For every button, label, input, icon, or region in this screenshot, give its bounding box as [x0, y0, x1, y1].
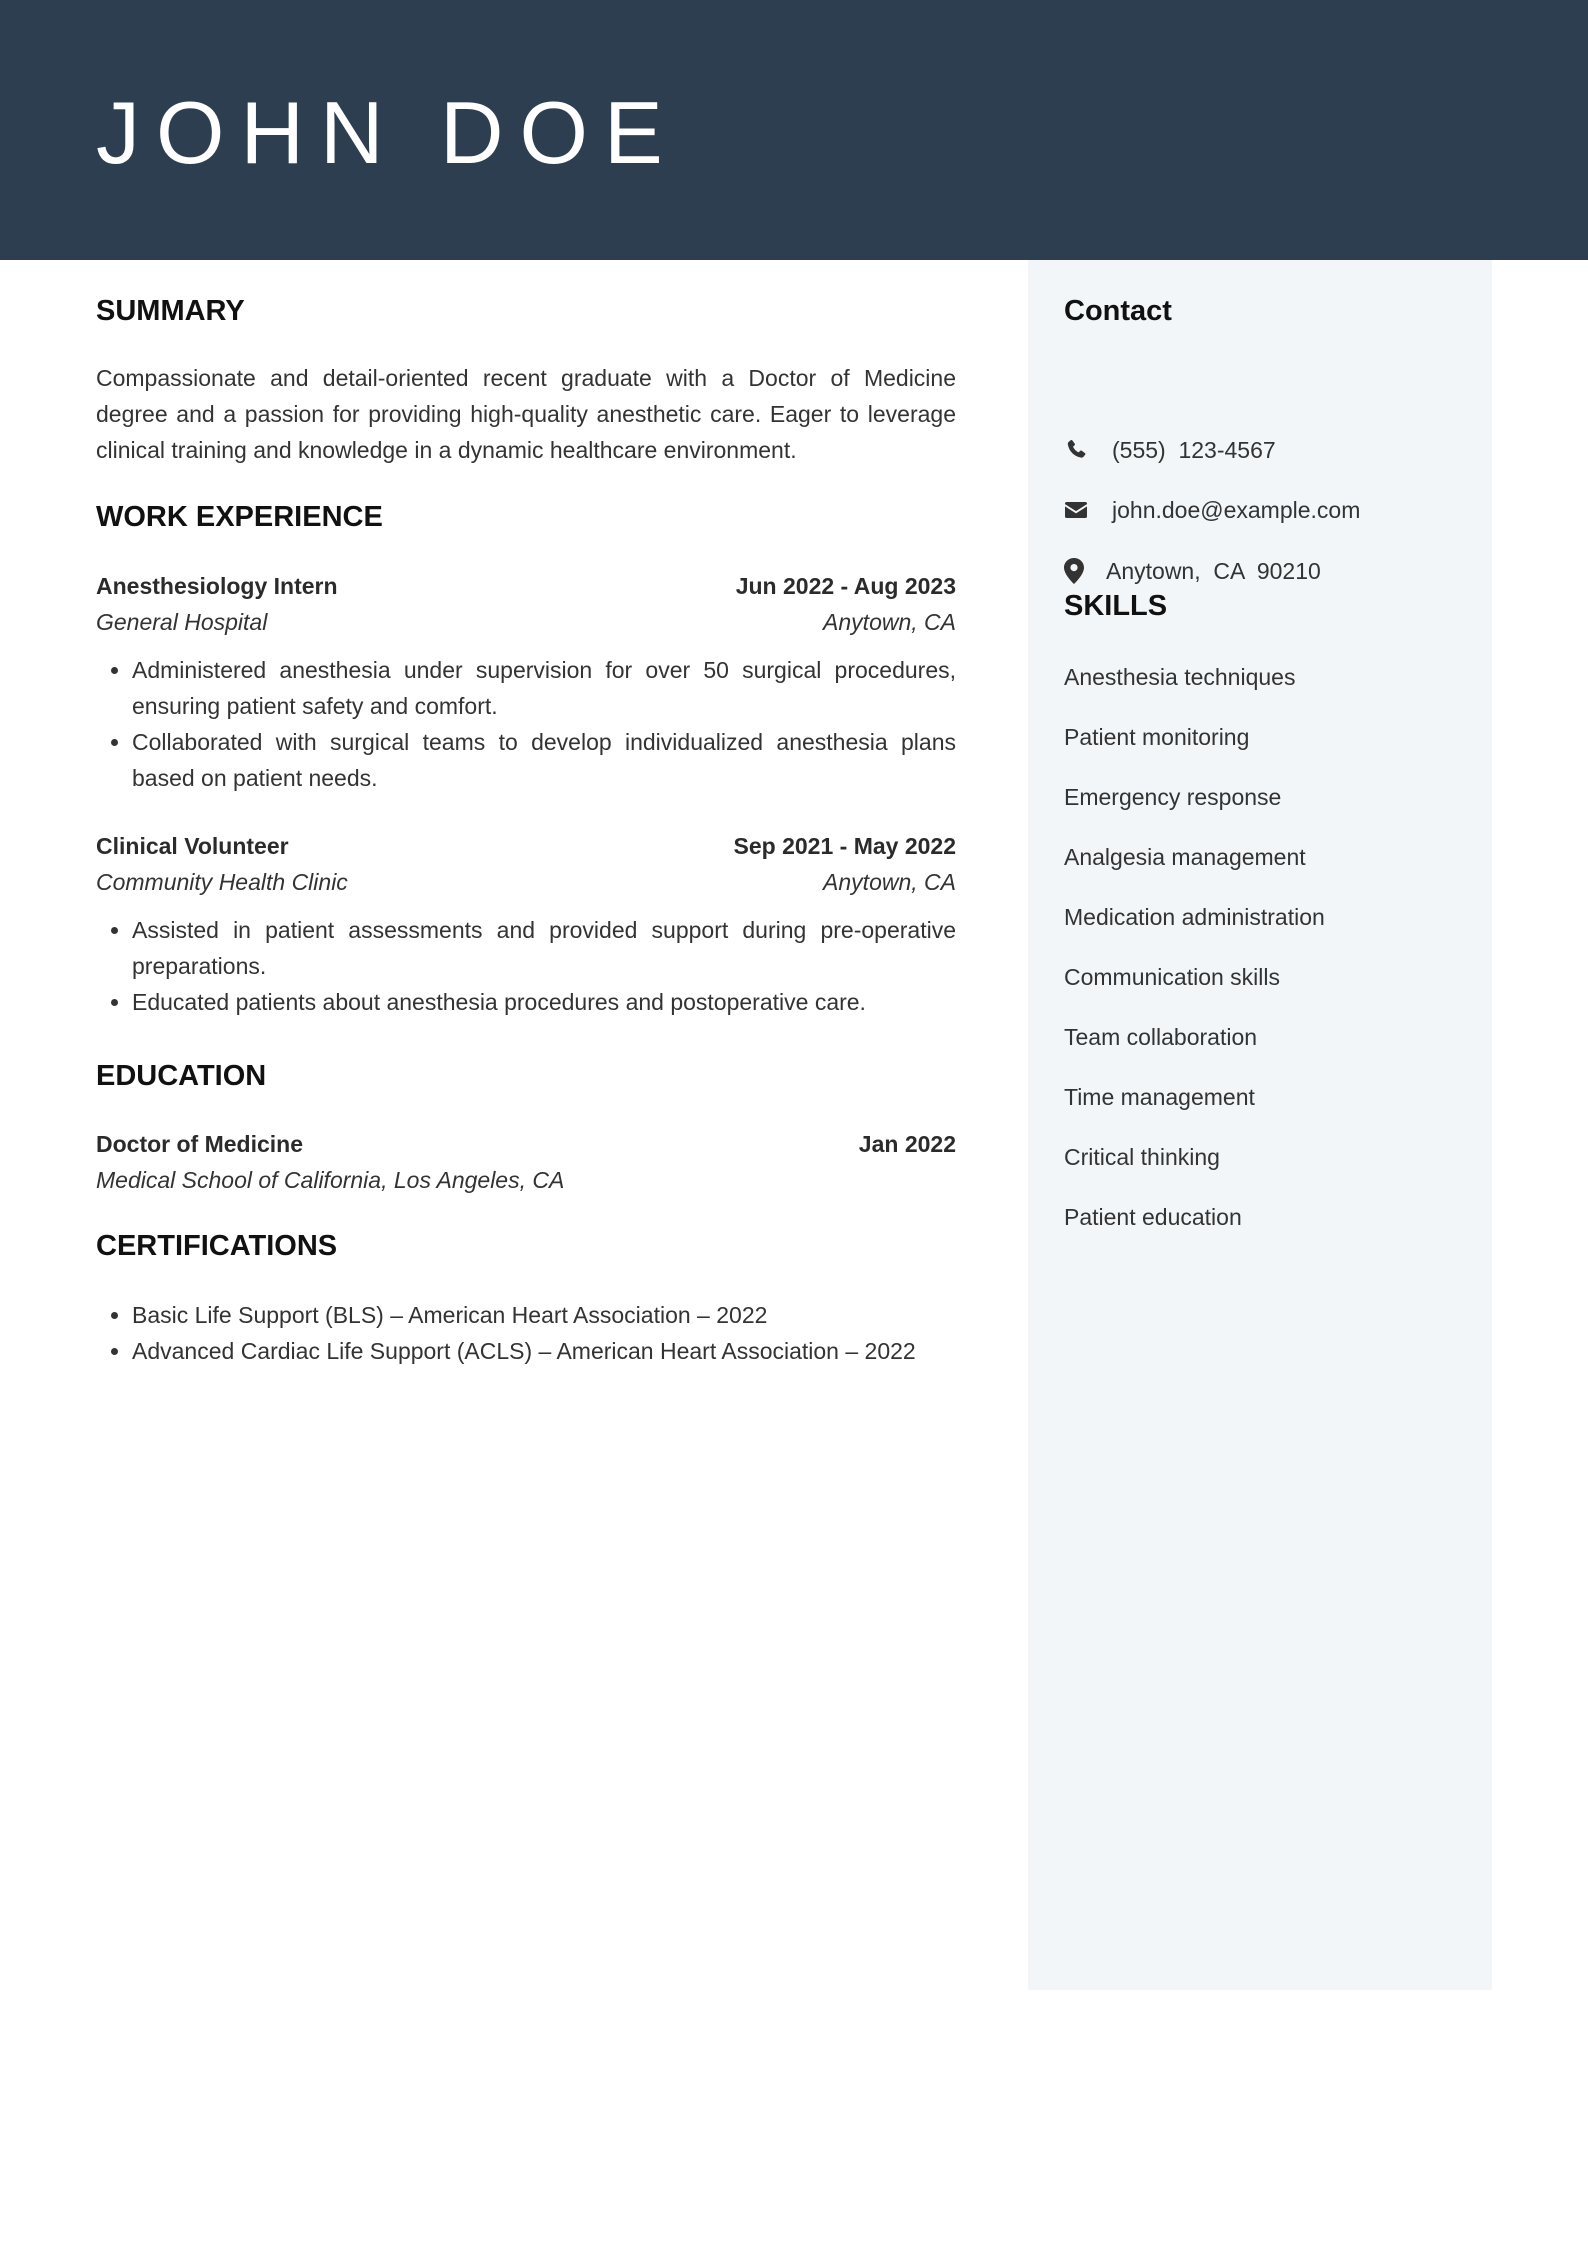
skill-item: Time management — [1064, 1084, 1255, 1110]
skills-heading: SKILLS — [1064, 590, 1168, 622]
job-subheader — [96, 604, 956, 640]
skill-item: Medication administration — [1064, 904, 1325, 930]
job-organization: Community Health Clinic — [96, 869, 348, 895]
skill-item: Anesthesia techniques — [1064, 664, 1296, 690]
job-dates: Sep 2021 - May 2022 — [733, 833, 956, 859]
job-bullet: • Assisted in patient assessments and provided support during pre-operative preparations. — [132, 912, 956, 984]
certification-item: • Basic Life Support (BLS) – American Heart Association – 2022 — [132, 1297, 956, 1333]
job-bullet: • Collaborated with surgical teams to develop individualized anesthesia plans based on patient needs. — [132, 724, 956, 796]
skill-item: Analgesia management — [1064, 844, 1306, 870]
job-organization: General Hospital — [96, 609, 268, 635]
address-text: Anytown, CA 90210 — [1106, 558, 1321, 584]
job-header — [96, 828, 956, 864]
job-location: Anytown, CA — [823, 869, 956, 895]
contact-heading: Contact — [1064, 295, 1172, 327]
job-bullet: • Educated patients about anesthesia procedures and postoperative care. — [132, 984, 956, 1020]
work-experience-heading: WORK EXPERIENCE — [96, 501, 383, 533]
certifications-heading: CERTIFICATIONS — [96, 1230, 338, 1262]
education-header — [96, 1126, 956, 1162]
job-bullet: • Administered anesthesia under supervision for over 50 surgical procedures, ensuring patient safety and comfort. — [132, 652, 956, 724]
email-address[interactable]: john.doe@example.com — [1112, 497, 1361, 523]
candidate-name: JOHN DOE — [96, 83, 679, 182]
map-marker-icon — [1064, 494, 1106, 648]
job-title: Anesthesiology Intern — [96, 573, 338, 599]
skill-item: Critical thinking — [1064, 1144, 1220, 1170]
certification-item: • Advanced Cardiac Life Support (ACLS) – American Heart Association – 2022 — [132, 1333, 956, 1369]
job-bullets — [96, 652, 956, 796]
phone-number[interactable]: (555) 123-4567 — [1112, 437, 1276, 463]
education-subheader — [96, 1162, 956, 1198]
job-title: Clinical Volunteer — [96, 833, 289, 859]
education-date: Jan 2022 — [858, 1131, 956, 1157]
skill-item: Patient monitoring — [1064, 724, 1250, 750]
education-degree: Doctor of Medicine — [96, 1131, 304, 1157]
certifications-list — [96, 1297, 956, 1369]
sidebar — [1028, 260, 1492, 1990]
skill-item: Emergency response — [1064, 784, 1282, 810]
education-heading: EDUCATION — [96, 1060, 267, 1092]
job-location: Anytown, CA — [823, 609, 956, 635]
skill-item: Communication skills — [1064, 964, 1281, 990]
skill-item: Team collaboration — [1064, 1024, 1258, 1050]
job-header — [96, 568, 956, 604]
contact-address — [1064, 494, 1321, 648]
header-banner — [0, 0, 1588, 260]
job-dates: Jun 2022 - Aug 2023 — [735, 573, 956, 599]
job-bullets — [96, 912, 956, 1020]
summary-heading: SUMMARY — [96, 295, 245, 327]
skill-item: Patient education — [1064, 1204, 1242, 1230]
summary-text: Compassionate and detail-oriented recent graduate with a Doctor of Medicine degree and a passion for providing high-quality anesthetic care. Eager to leverage clinical training and knowledge in a dynamic healthcare environment. — [96, 365, 956, 463]
education-school: Medical School of California, Los Angeles, CA — [96, 1167, 565, 1193]
job-subheader — [96, 864, 956, 900]
